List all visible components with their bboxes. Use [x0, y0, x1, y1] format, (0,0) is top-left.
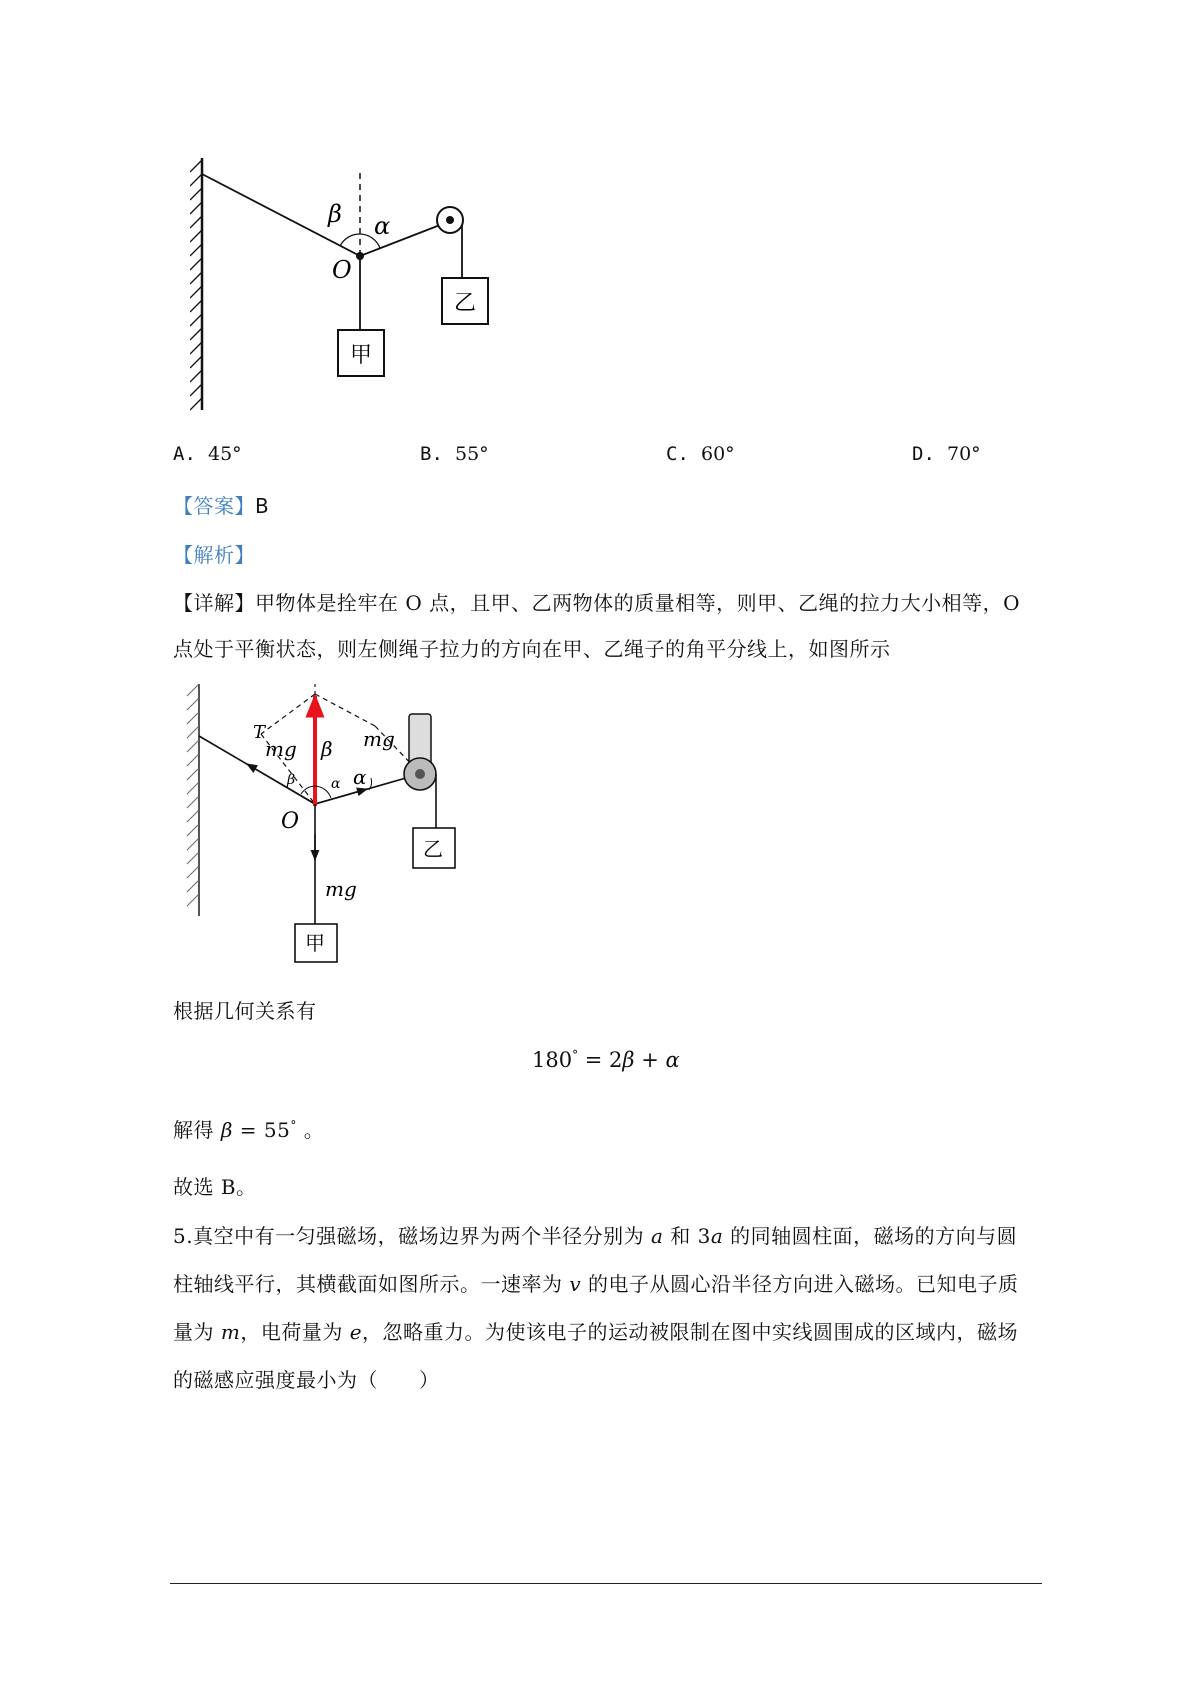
figure-2-force-diagram	[185, 684, 485, 968]
label-o-2: O	[281, 809, 300, 834]
label-beta-small: β	[287, 772, 296, 788]
geometry-text: 根据几何关系有	[173, 999, 317, 1023]
node-o-dot	[356, 252, 364, 260]
label-mg-down: mg	[325, 877, 357, 901]
label-beta-top: β	[321, 737, 333, 761]
label-mg-left: mg	[265, 737, 297, 761]
option-b: B. 55°	[420, 443, 489, 465]
label-yi: 乙	[454, 291, 477, 316]
solve-line: 解得 β = 55° 。	[173, 1118, 325, 1142]
analysis-line	[173, 539, 255, 568]
label-mg-right: mg	[363, 727, 395, 751]
equation: 180° = 2β + α	[532, 1048, 680, 1072]
wall-hatch	[190, 160, 202, 410]
footer-rule	[170, 1583, 1042, 1584]
answer-line	[173, 490, 269, 519]
label-jia: 甲	[350, 343, 373, 368]
question5-line-2: 柱轴线平行，其横截面如图所示。一速率为 v 的电子从圆心沿半径方向进入磁场。已知电子质	[173, 1272, 1019, 1296]
figure-1-diagram	[190, 150, 520, 420]
question5-line-3: 量为 m，电荷量为 e，忽略重力。为使该电子的运动被限制在图中实线圆围成的区域内，磁场	[173, 1320, 1019, 1344]
answer-tag: 【答案】	[173, 494, 255, 518]
question5-line-1: 5.真空中有一匀强磁场，磁场边界为两个半径分别为 a 和 3a 的同轴圆柱面，磁场的方向与圆	[173, 1224, 1018, 1248]
label-alpha-right: α	[353, 765, 367, 789]
detail-tag: 【详解】	[173, 591, 255, 615]
right-rope	[360, 225, 440, 256]
option-a: A. 45°	[173, 443, 242, 465]
detail-line-2: 点处于平衡状态，则左侧绳子拉力的方向在甲、乙绳子的角平分线上，如图所示	[173, 637, 891, 661]
label-t: T	[253, 722, 266, 743]
option-c: C. 60°	[666, 443, 735, 465]
answer-value: B	[255, 494, 270, 518]
label-beta: β	[328, 200, 342, 228]
beta-arc	[340, 234, 360, 246]
choose-line: 故选 B。	[173, 1175, 257, 1199]
question5-line-4: 的磁感应强度最小为（ ）	[173, 1368, 440, 1392]
label-alpha-small: α	[331, 776, 341, 792]
analysis-tag: 【解析】	[173, 543, 255, 567]
label-alpha: α	[374, 212, 391, 240]
option-d: D. 70°	[912, 443, 981, 465]
label-o: O	[332, 256, 352, 284]
label-jia-2: 甲	[305, 931, 325, 955]
label-yi-2: 乙	[423, 837, 443, 861]
detail-line-1: 【详解】甲物体是拴牢在 O 点，且甲、乙两物体的质量相等，则甲、乙绳的拉力大小相等，O	[173, 591, 1021, 615]
